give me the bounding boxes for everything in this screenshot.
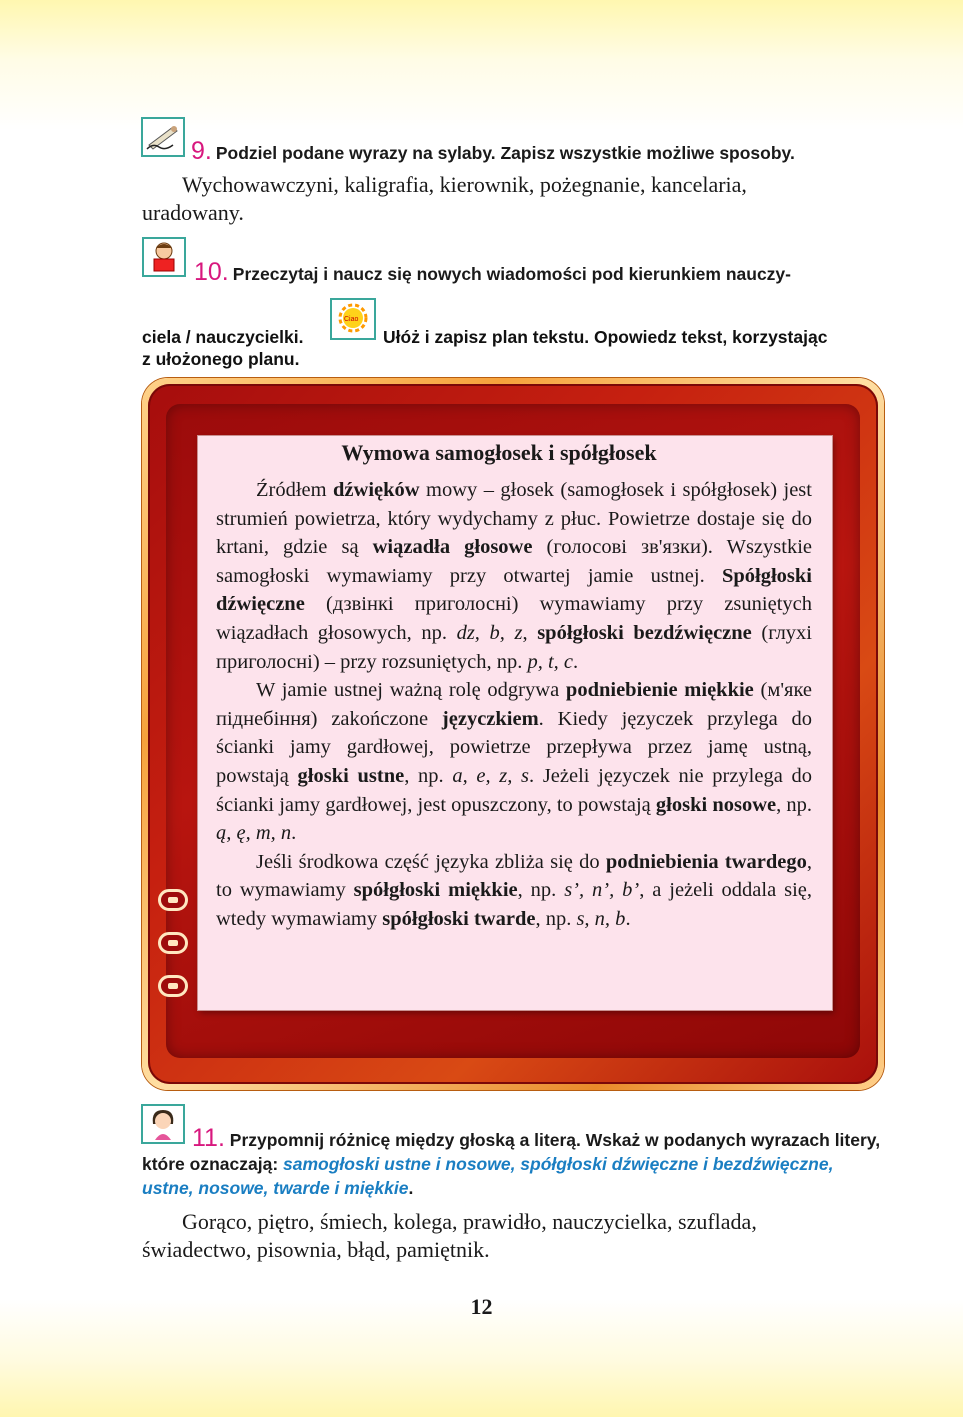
task-10-instruction-line2b: Ułóż i zapisz plan tekstu. Opowiedz tekst, korzystając	[383, 327, 828, 347]
task-number: 11.	[192, 1124, 225, 1152]
page-number: 12	[470, 1294, 493, 1319]
task-instruction: Przeczytaj i naucz się nowych wiadomości pod kierunkiem nauczy-	[232, 264, 791, 284]
article-paragraph-3: Jeśli środkowa część języka zbliża się do podniebienia twardego, to wymawiamy spółgłoski miękkie, np. s’, n’, b’, a jeżeli oddala się, wtedy wymawiamy spółgłoski twarde, np. s, n, b.	[216, 850, 812, 930]
task-11-instruction: 11. Przypomnij różnicę między głoską a literą. Wskaż w podanych wyrazach litery, które oznaczają: samogłoski ustne i nosowe, spółgłoski dźwięczne i bezdźwięczne, ustne, nosowe, twarde i miękkie.	[142, 1124, 881, 1198]
task-number: 10.	[194, 258, 229, 286]
smiling-bee-icon	[330, 298, 376, 340]
article-body	[216, 476, 812, 934]
task-instruction: Podziel podane wyrazy na sylaby. Zapisz wszystkie możliwe sposoby.	[215, 143, 795, 163]
task-11-words-line2: świadectwo, pisownia, błąd, pamiętnik.	[142, 1237, 490, 1262]
task-9-words-line1: Wychowawczyni, kaligrafia, kierownik, pożegnanie, kancelaria,	[182, 172, 747, 197]
writing-hand-icon	[141, 117, 185, 157]
frame-button-3	[158, 975, 188, 997]
task-11-words-line1: Gorąco, piętro, śmiech, kolega, prawidło, nauczycielka, szuflada,	[182, 1209, 757, 1234]
reading-child-icon	[142, 237, 186, 277]
task-10-instruction-line2a: ciela / nauczycielki.	[142, 327, 304, 347]
svg-text:Ciao: Ciao	[344, 316, 359, 323]
frame-button-2	[158, 932, 188, 954]
task-9-heading	[191, 137, 795, 166]
task-10-heading	[194, 258, 791, 287]
article-paragraph-2: W jamie ustnej ważną rolę odgrywa podniebienie miękkie (м'яке піднебіння) zakończone języczkiem. Kiedy języczek przylega do ścianki jamy gardłowej, powietrze przepływa przez jamę ustną, powstają głoski ustne, np. a, e, z, s. Jeżeli języczek nie przylega do ścianki jamy gardłowej, jest opuszczony, to powstają głoski nosowe, np. ą, ę, m, n.	[216, 679, 813, 845]
highlighted-terms: samogłoski ustne i nosowe, spółgłoski dźwięczne i bezdźwięczne, ustne, nosowe, twarde i miękkie	[142, 1154, 834, 1198]
task-9-words-line2: uradowany.	[142, 200, 244, 225]
task-10-instruction-line3: z ułożonego planu.	[142, 349, 300, 369]
frame-button-1	[158, 889, 188, 911]
task-number: 9.	[191, 137, 212, 165]
article-title: Wymowa samogłosek i spółgłosek	[341, 440, 657, 465]
article-paragraph-1: Źródłem dźwięków mowy – głosek (samogłosek i spółgłosek) jest strumień powietrza, który wydychamy z płuc. Powietrze dostaje się do krtani, gdzie są wiązadła głosowe (голосові зв'язки). Wszystkie samogłoski wymawiamy przy otwartej jamie ustnej. Spółgłoski dźwięczne (дзвінкі приголосні) wymawiamy przy zsuniętych wiązadłach głosowych, np. dz, b, z, spółgłoski bezdźwięczne (глухі приголосні) – przy rozsuniętych, np. p, t, c.	[216, 479, 812, 673]
